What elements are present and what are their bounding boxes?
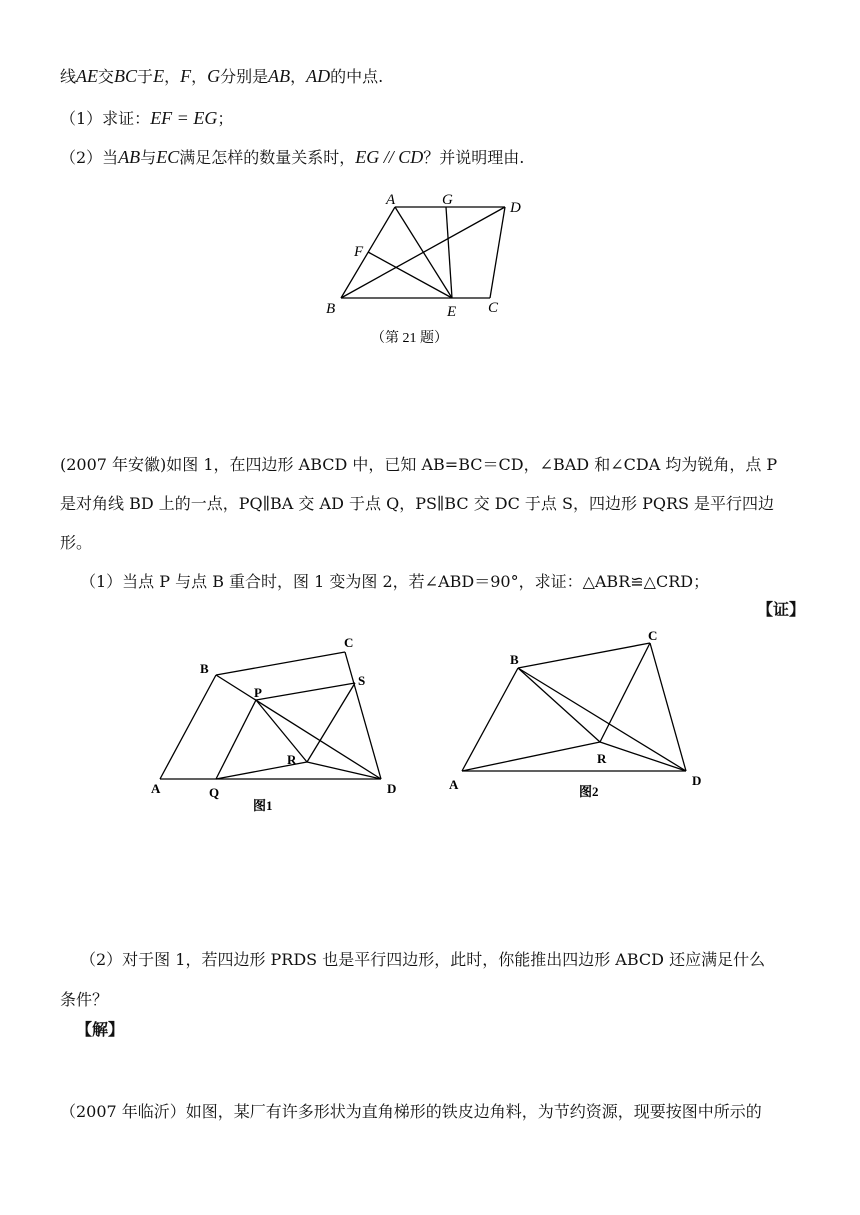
anhui-line2: 是对角线 BD 上的一点，PQ∥BA 交 AD 于点 Q，PS∥BC 交 DC 于点 S，四边形 PQRS 是平行四边	[60, 494, 775, 513]
fig1-label-R: R	[287, 752, 297, 767]
label-E: E	[447, 304, 457, 320]
fig1-label-D: D	[387, 781, 397, 796]
label-F: F	[354, 244, 364, 260]
label-A: A	[386, 192, 396, 208]
fig1-label-B: B	[200, 661, 209, 676]
fig1-label-C: C	[344, 635, 354, 650]
fig1-label-S: S	[358, 673, 366, 688]
fig2-label-D: D	[692, 773, 702, 788]
fig1-label-P: P	[254, 685, 262, 700]
proof-tag: 【证】	[757, 600, 806, 619]
anhui-part2-line2: 条件？	[60, 990, 109, 1009]
anhui-line3: 形。	[60, 533, 93, 552]
label-C: C	[488, 300, 499, 316]
fig2-caption: 图2	[579, 784, 599, 799]
problem21-part2: （2）当AB与EC满足怎样的数量关系时，EG // CD？并说明理由.	[60, 147, 525, 167]
fig1-caption: 图1	[253, 798, 273, 813]
linyi-line1: （2007 年临沂）如图，某厂有许多形状为直角梯形的铁皮边角料，为节约资源，现要按图中所示的	[60, 1102, 762, 1121]
fig2-label-B: B	[510, 652, 519, 667]
fig2-label-C: C	[648, 628, 658, 643]
figure-21-caption: （第 21 题）	[371, 331, 448, 346]
problem21-part1: （1）求证：EF = EG；	[60, 108, 234, 128]
figure-2	[440, 625, 710, 805]
anhui-line1: (2007 年安徽)如图 1，在四边形 ABCD 中，已知 AB=BC＝CD，∠BAD 和∠CDA 均为锐角，点 P	[60, 455, 778, 474]
label-B: B	[326, 301, 336, 317]
solution-tag: 【解】	[76, 1020, 125, 1039]
figure-1	[140, 630, 410, 815]
label-G: G	[442, 192, 453, 208]
fig2-label-R: R	[597, 751, 607, 766]
anhui-part2-line1: （2）对于图 1，若四边形 PRDS 也是平行四边形，此时，你能推出四边形 ABCD 还应满足什么	[80, 950, 766, 969]
problem21-line1: 线AE交BC于E，F，G分别是AB，AD的中点.	[60, 66, 384, 86]
figure-21	[300, 185, 560, 355]
fig1-label-A: A	[151, 781, 161, 796]
anhui-part1: （1）当点 P 与点 B 重合时，图 1 变为图 2，若∠ABD＝90°，求证：△ABR≌△CRD；	[80, 572, 710, 591]
fig2-label-A: A	[449, 777, 459, 792]
label-D: D	[510, 200, 521, 216]
fig1-label-Q: Q	[209, 785, 220, 800]
